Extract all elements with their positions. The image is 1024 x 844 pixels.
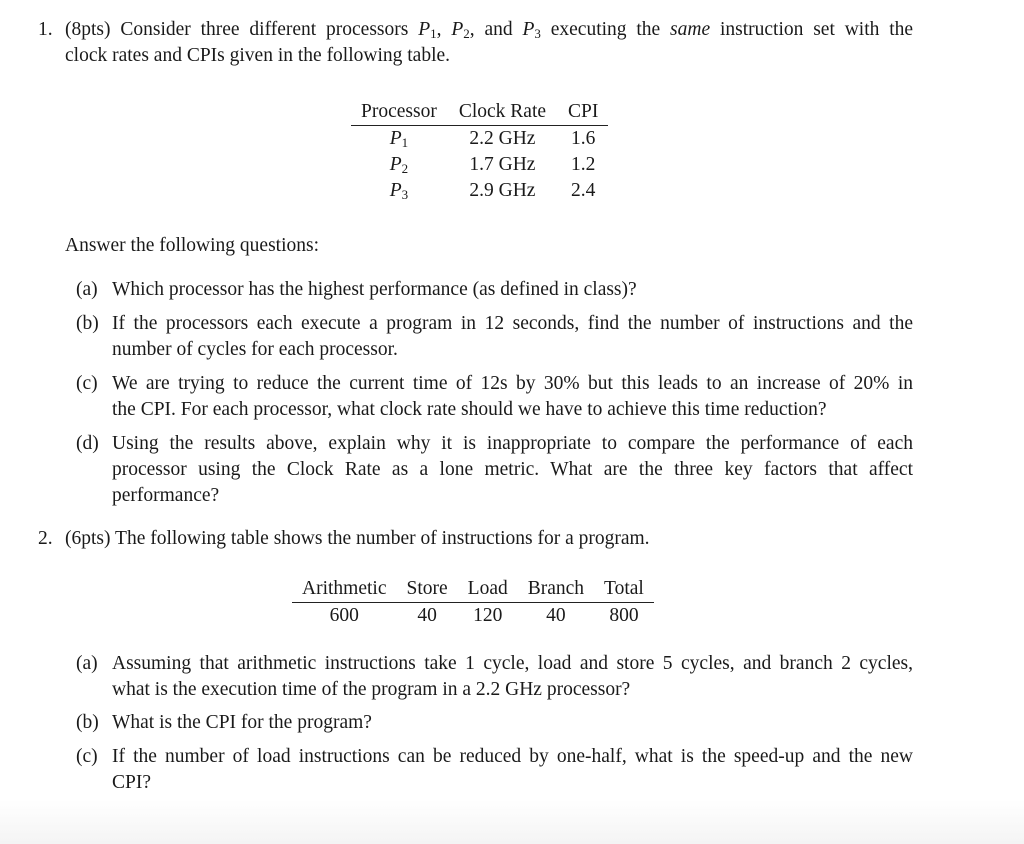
q1b-text-line1: If the processors each execute a program in 12 seconds, find the number of instructions and the <box>112 313 913 334</box>
q1-intro-line2: clock rates and CPIs given in the following table. <box>65 45 451 66</box>
q1d-label: (d) <box>76 433 99 454</box>
table-header: Load <box>458 576 518 603</box>
q2a-label: (a) <box>76 653 98 674</box>
q2-number: 2. <box>38 528 53 549</box>
answer-intro: Answer the following questions: <box>65 235 320 256</box>
table-row: 600 40 120 40 800 <box>329 605 639 626</box>
q2b-text: What is the CPI for the program? <box>112 712 372 733</box>
table-header: Total <box>594 576 654 603</box>
table-header: Arithmetic <box>292 576 396 603</box>
table-header: CPI <box>558 99 608 126</box>
q1c-text-line1: We are trying to reduce the current time of 12s by 30% but this leads to an increase of 20% in <box>112 373 913 394</box>
processor-table <box>351 99 608 204</box>
q2c-text-line2: CPI? <box>112 772 151 793</box>
instruction-table <box>292 576 654 629</box>
q1d-text-line3: performance? <box>112 485 220 506</box>
table-header: Clock Rate <box>447 99 558 126</box>
q2a-text-line2: what is the execution time of the program in a 2.2 GHz processor? <box>112 679 631 700</box>
q1c-text-line2: the CPI. For each processor, what clock rate should we have to achieve this time reduction? <box>112 399 827 420</box>
q2-points: (6pts) <box>65 528 111 549</box>
table-header: Branch <box>518 576 594 603</box>
q1b-label: (b) <box>76 313 99 334</box>
q1c-label: (c) <box>76 373 98 394</box>
q1-number: 1. <box>38 19 53 40</box>
table-row: $P_1$ 2.2 GHz 1.6 <box>389 128 596 150</box>
q2-intro: (6pts) The following table shows the number of instructions for a program. <box>65 528 650 549</box>
table-row: $P_3$ 2.9 GHz 2.4 <box>389 180 596 202</box>
q1-points: (8pts) <box>65 19 111 40</box>
q1a-text: Which processor has the highest performance (as defined in class)? <box>112 279 637 300</box>
q2a-text-line1: Assuming that arithmetic instructions take 1 cycle, load and store 5 cycles, and branch 2 cycles, <box>112 653 913 674</box>
q1a-label: (a) <box>76 279 98 300</box>
q2c-label: (c) <box>76 746 98 767</box>
emphasis-same: same <box>670 19 711 40</box>
table-row: $P_2$ 1.7 GHz 1.2 <box>389 154 596 176</box>
q1-intro-line1: (8pts) Consider three different processors $P_1$, $P_2$, and $P_3$ executing the same instruction set with the <box>65 19 914 41</box>
page-bottom-shade <box>0 800 1024 844</box>
table-header: Processor <box>351 99 447 126</box>
q1d-text-line2: processor using the Clock Rate as a lone metric. What are the three key factors that affect <box>112 459 913 480</box>
table-header: Store <box>396 576 457 603</box>
q2b-label: (b) <box>76 712 99 733</box>
q2c-text-line1: If the number of load instructions can be reduced by one-half, what is the speed-up and the new <box>112 746 913 767</box>
q1b-text-line2: number of cycles for each processor. <box>112 339 398 360</box>
q1d-text-line1: Using the results above, explain why it is inappropriate to compare the performance of each <box>112 433 913 454</box>
